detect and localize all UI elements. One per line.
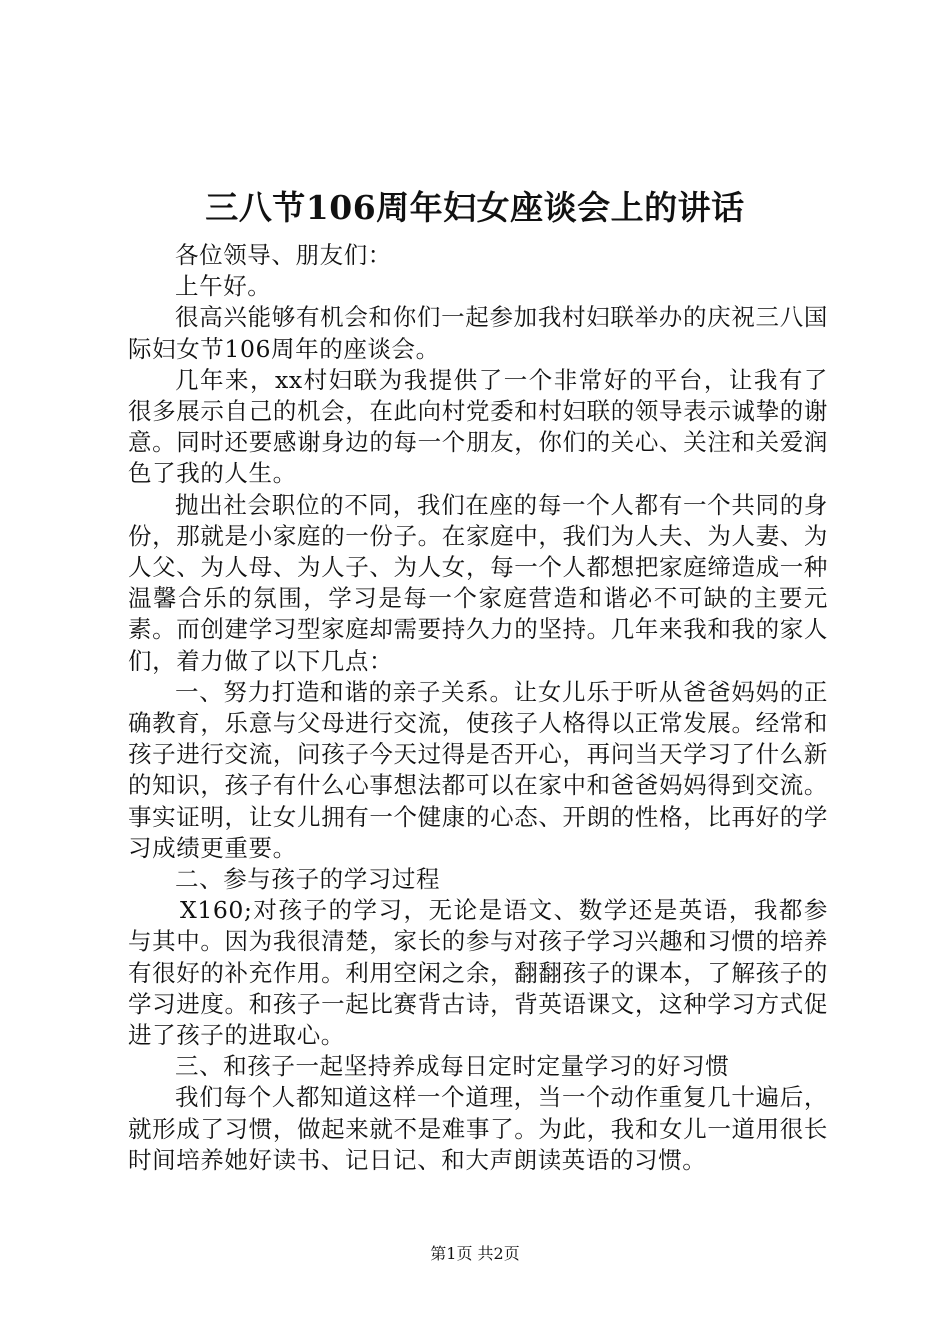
body-paragraph: 几年来，xx村妇联为我提供了一个非常好的平台，让我有了很多展示自己的机会，在此向村党委和村妇联的领导表示诚挚的谢意。同时还要感谢身边的每一个朋友，你们的关心、关注和关爱润色了我的人生。 xyxy=(128,365,828,488)
body-paragraph: 很高兴能够有机会和你们一起参加我村妇联举办的庆祝三八国际妇女节106周年的座谈会。 xyxy=(128,303,828,363)
section-heading: 二、参与孩子的学习过程 xyxy=(175,865,441,894)
salutation: 各位领导、朋友们： xyxy=(175,241,392,269)
body-paragraph: 抛出社会职位的不同，我们在座的每一个人都有一个共同的身份，那就是小家庭的一份子。在家庭中，我们为人夫、为人妻、为人父、为人母、为人子、为人女，每一个人都想把家庭缔造成一种温馨合乐的氛围，学习是每一个家庭营造和谐必不可缺的主要元素。而创建学习型家庭却需要持久力的坚持。几年来我和我的家人们，着力做了以下几点： xyxy=(128,490,828,675)
section-heading: 三、和孩子一起坚持养成每日定时定量学习的好习惯 xyxy=(175,1052,730,1081)
document-body xyxy=(128,240,828,1176)
document-title: 三八节106周年妇女座谈会上的讲话 xyxy=(205,188,745,227)
greeting: 上午好。 xyxy=(175,272,272,301)
body-paragraph: 一、努力打造和谐的亲子关系。让女儿乐于听从爸爸妈妈的正确教育，乐意与父母进行交流，使孩子人格得以正常发展。经常和孩子进行交流，问孩子今天过得是否开心，再问当天学习了什么新的知识，孩子有什么心事想法都可以在家中和爸爸妈妈得到交流。事实证明，让女儿拥有一个健康的心态、开朗的性格，比再好的学习成绩更重要。 xyxy=(128,677,828,862)
body-paragraph: 我们每个人都知道这样一个道理，当一个动作重复几十遍后，就形成了习惯，做起来就不是难事了。为此，我和女儿一道用很长时间培养她好读书、记日记、和大声朗读英语的习惯。 xyxy=(128,1083,828,1174)
page-number-footer: 第1页 共2页 xyxy=(430,1244,520,1263)
body-paragraph: X160;对孩子的学习，无论是语文、数学还是英语，我都参与其中。因为我很清楚，家长的参与对孩子学习兴趣和习惯的培养有很好的补充作用。利用空闲之余，翻翻孩子的课本，了解孩子的学习进度。和孩子一起比赛背古诗，背英语课文，这种学习方式促进了孩子的进取心。 xyxy=(128,896,828,1050)
